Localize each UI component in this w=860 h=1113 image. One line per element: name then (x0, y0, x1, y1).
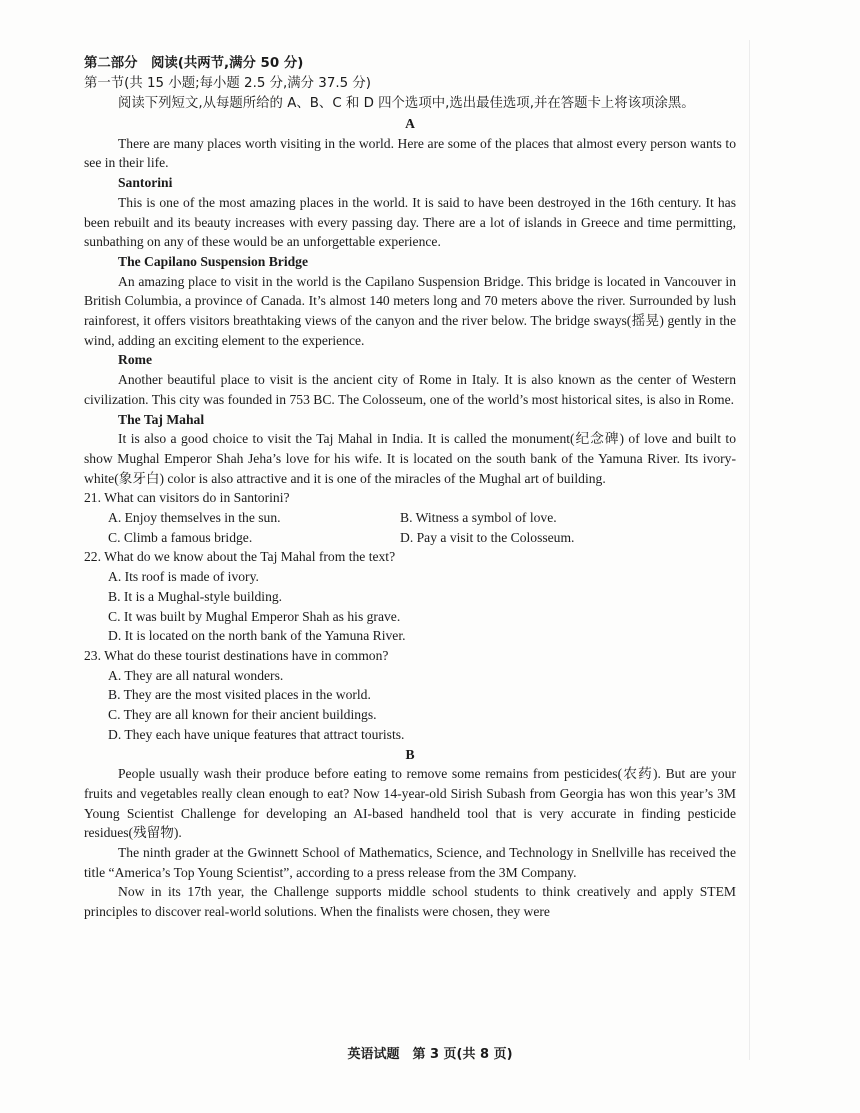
section-text-santorini: This is one of the most amazing places in the world. It is said to have been destroyed in the 16th century. It has been rebuilt and its beauty increases with every passing day. There are a lot of islands in Greece and time permitting, sunbathing on any of these would be an unforgettable experience. (84, 194, 736, 250)
section-title-rome: Rome (118, 352, 152, 368)
passage-b-paragraph-1: People usually wash their produce before eating to remove some remains from pesticides(农药). But are your fruits and vegetables really clean enough to eat? Now 14-year-old Sirish Subash from Georgia has won this year’s 3M Young Scientist Challenge for developing an AI-based handheld tool that is very accurate in finding pesticide residues(残留物). (84, 766, 736, 841)
question-22-stem: 22. What do we know about the Taj Mahal from the text? (84, 549, 396, 565)
section-text-capilano: An amazing place to visit in the world is the Capilano Suspension Bridge. This bridge is located in Vancouver in British Columbia, a province of Canada. It’s almost 140 meters long and 70 meters above the river. Surrounded by lush rainforest, it offers visitors breathtaking views of the canyon and the river below. The bridge sways(摇晃) gently in the wind, adding an exciting element to the experience. (84, 273, 736, 348)
passage-b-paragraph-2: The ninth grader at the Gwinnett School of Mathematics, Science, and Technology in Snellville has received the title “America’s Top Young Scientist”, according to a press release from the 3M Company. (84, 845, 736, 880)
question-21-option-a: A. Enjoy themselves in the sun. (108, 510, 281, 526)
instructions: 阅读下列短文,从每题所给的 A、B、C 和 D 四个选项中,选出最佳选项,并在答题卡上将该项涂黑。 (118, 96, 695, 111)
question-23-option-b: B. They are the most visited places in the world. (108, 687, 371, 703)
question-23-stem: 23. What do these tourist destinations have in common? (84, 647, 389, 663)
question-21-stem: 21. What can visitors do in Santorini? (84, 490, 290, 506)
passage-b-paragraph-3: Now in its 17th year, the Challenge supports middle school students to think creatively and apply STEM principles to discover real-world solutions. When the finalists were chosen, they were (84, 884, 736, 920)
section-title-capilano: The Capilano Suspension Bridge (118, 253, 308, 269)
question-21-options-row-2 (84, 528, 736, 548)
passage-b-label: B (405, 746, 415, 762)
question-21-option-d: D. Pay a visit to the Colosseum. (400, 529, 575, 545)
passage-a-intro: There are many places worth visiting in the world. Here are some of the places that almost every person wants to see in their life. (84, 135, 736, 171)
question-21-options-row-1 (84, 508, 736, 528)
page-content (84, 54, 736, 922)
page-footer: 英语试题 第 3 页(共 8 页) (347, 1047, 513, 1062)
question-23-option-d: D. They each have unique features that attract tourists. (108, 726, 405, 742)
question-22-option-b: B. It is a Mughal-style building. (108, 588, 283, 604)
question-21-option-c: C. Climb a famous bridge. (108, 529, 253, 545)
question-22-option-d: D. It is located on the north bank of the Yamuna River. (108, 628, 406, 644)
question-23-option-c: C. They are all known for their ancient buildings. (108, 707, 377, 723)
scan-edge-line (749, 40, 750, 1060)
question-23-option-a: A. They are all natural wonders. (108, 667, 284, 683)
part-heading: 第二部分 阅读(共两节,满分 50 分) (84, 56, 304, 71)
section-heading: 第一节(共 15 小题;每小题 2.5 分,满分 37.5 分) (84, 76, 371, 91)
section-title-taj-mahal: The Taj Mahal (118, 411, 205, 427)
section-title-santorini: Santorini (118, 175, 173, 191)
section-text-taj-mahal: It is also a good choice to visit the Taj Mahal in India. It is called the monument(纪念碑) of love and built to show Mughal Emperor Shah Jeha’s love for his wife. It is located on the south bank of the Yamuna River. Its ivory-white(象牙白) color is also attractive and it is one of the miracles of the Mughal art of building. (84, 431, 736, 486)
question-21-option-b: B. Witness a symbol of love. (400, 510, 557, 526)
question-22-option-a: A. Its roof is made of ivory. (108, 569, 259, 585)
passage-a-label: A (405, 116, 415, 131)
section-text-rome: Another beautiful place to visit is the ancient city of Rome in Italy. It is also known as the center of Western civilization. This city was founded in 753 BC. The Colosseum, one of the world’s most historical sites, is also in Rome. (84, 372, 736, 407)
question-22-option-c: C. It was built by Mughal Emperor Shah as his grave. (108, 608, 401, 624)
